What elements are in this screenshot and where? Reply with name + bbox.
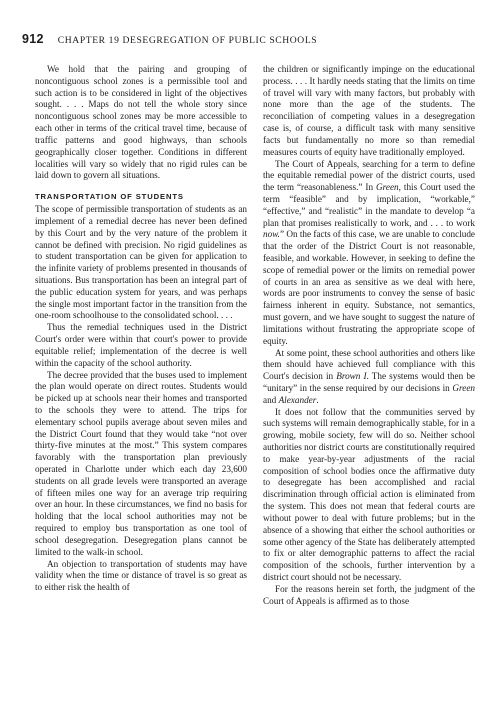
paragraph: For the reasons herein set forth, the judgment of the Court of Appeals is affirmed as to those	[263, 583, 475, 606]
text-run: . The systems would then be “unitary” in the sense required by our decisions in	[263, 371, 475, 393]
paragraph	[263, 159, 475, 348]
text-run: , this Court used the term “feasible” and by implication, “workable,” “effective,” and “realistic” in the mandate to develop “a plan that promises realistically to work, and . . . to work	[263, 182, 475, 228]
case-name: Green	[452, 382, 475, 393]
paragraph: We hold that the pairing and grouping of noncontiguous school zones is a permissible tool and such action is to be considered in light of the objectives sought. . . . Maps do not tell the whole story since noncontiguous school zones may be more accessible to each other in terms of the critical travel time, because of traffic patterns and good highways, than schools geographically closer together. Conditions in different localities will vary so widely that no rigid rules can be laid down to govern all situations.	[35, 64, 247, 181]
paragraph: The scope of permissible transportation of students as an implement of a remedial decree has never been defined by this Court and by the very nature of the problem it cannot be defined with precision. No rigid guidelines as to student transportation can be given for application to the infinite variety of problems presented in thousands of situations. Bus transportation has been an integral part of the public education system for years, and was perhaps the single most important factor in the transition from the one-room schoolhouse to the consolidated school. . . .	[35, 204, 247, 321]
right-column	[263, 64, 475, 607]
paragraph	[263, 348, 475, 407]
paragraph: Thus the remedial techniques used in the District Court's order were within that court's power to provide equitable relief; implementation of the decree is well within the capacity of the school authority.	[35, 322, 247, 368]
text-run: ” On the facts of this case, we are unable to conclude that the order of the District Court is not reasonable, feasible, and workable. However, in seeking to define the scope of remedial power or the limits on remedial power of courts in an area as sensitive as we deal with here, words are poor instruments to convey the sense of basic fairness inherent in equity. Substance, not semantics, must govern, and we have sought to suggest the nature of limitations without frustrating the appropriate scope of equity.	[263, 229, 475, 346]
section-heading: TRANSPORTATION OF STUDENTS	[35, 192, 184, 202]
page-number: 912	[22, 32, 44, 46]
case-name: Brown I	[336, 371, 367, 382]
case-name: Alexander	[278, 394, 317, 405]
emphasis: now.	[263, 229, 280, 240]
running-header	[22, 30, 480, 46]
left-column	[35, 64, 247, 594]
text-run: and	[263, 394, 279, 405]
case-name: Green	[376, 182, 399, 193]
running-head-title: CHAPTER 19 DESEGREGATION OF PUBLIC SCHOOLS	[57, 35, 318, 46]
text-run: The Court of Appeals, searching for a term to define the equitable remedial power of the district courts, used the term “reasonableness.” In	[263, 158, 475, 193]
paragraph: It does not follow that the communities served by such systems will remain demographically stable, for in a growing, mobile society, few will do so. Neither school authorities nor district courts are constitutionally required to make year-by-year adjustments of the racial composition of school bodies once the affirmative duty to desegregate has been accomplished and racial discrimination through official action is eliminated from the system. This does not mean that federal courts are without power to deal with future problems; but in the absence of a showing that either the school authorities or some other agency of the State has deliberately attempted to fix or alter demographic patterns to affect the racial composition of the schools, further intervention by a district court should not be necessary.	[263, 406, 475, 582]
paragraph: the children or significantly impinge on the educational process. . . . It hardly needs stating that the limits on time of travel will vary with many factors, but probably with none more than the age of the students. The reconciliation of competing values in a desegregation case is, of course, a difficult task with many sensitive facts but fundamentally no more so than remedial measures courts of equity have traditionally employed.	[263, 64, 475, 157]
text-run: .	[316, 394, 319, 405]
paragraph: The decree provided that the buses used to implement the plan would operate on direct routes. Students would be picked up at schools near their homes and transported to the schools they were to attend. The trips for elementary school pupils average about seven miles and the District Court found that they would take “not over thirty-five minutes at the most.” This system compares favorably with the transportation plan previously operated in Charlotte under which each day 23,600 students on all grade levels were transported an average of fifteen miles one way for an average trip requiring over an hour. In these circumstances, we find no basis for holding that the local school authorities may not be required to employ bus transportation as one tool of school desegregation. Desegregation plans cannot be limited to the walk-in school.	[35, 369, 247, 557]
paragraph: An objection to transportation of students may have validity when the time or distance of travel is so great as to either risk the health of	[35, 558, 247, 593]
text-run: At some point, these school authorities and others like them should have achieved full compliance with this Court's decision in	[263, 347, 475, 382]
